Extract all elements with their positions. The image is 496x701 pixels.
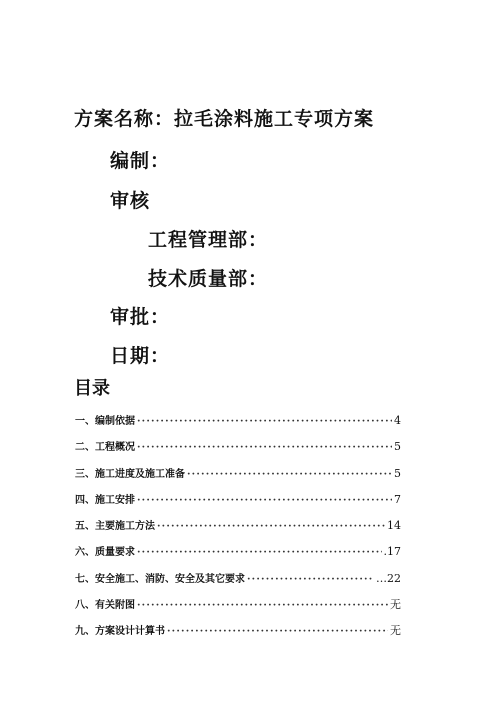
- approval-label: 审批：: [110, 306, 171, 328]
- toc-entry-page: 7: [394, 492, 401, 506]
- toc-entry[interactable]: [75, 622, 401, 648]
- toc-entry-title: 六、质量要求: [75, 547, 135, 559]
- toc-leader-dots: [137, 547, 382, 558]
- toc-entry[interactable]: [75, 465, 401, 491]
- toc-entry[interactable]: [75, 412, 401, 438]
- toc-leader-dots: [157, 521, 385, 532]
- toc-entry-page: 5: [394, 440, 401, 454]
- toc-entry-title: 七、安全施工、消防、安全及其它要求: [75, 573, 245, 585]
- toc-entry-page: 无: [390, 598, 401, 612]
- toc-entry[interactable]: [75, 438, 401, 464]
- toc-entry-title: 三、施工进度及施工准备: [75, 468, 185, 480]
- toc-leader-dots: [137, 600, 388, 611]
- toc-entry[interactable]: [75, 517, 401, 543]
- toc-entry-title: 八、有关附图: [75, 600, 135, 612]
- toc-entry-title: 四、施工安排: [75, 494, 135, 506]
- toc-entry[interactable]: [75, 543, 401, 569]
- engineering-dept-label: 工程管理部：: [148, 229, 269, 251]
- technical-quality-dept-label: 技术质量部：: [148, 268, 269, 290]
- toc-leader-dots: [137, 495, 392, 506]
- toc-entry[interactable]: [75, 570, 401, 596]
- review-label: 审核: [110, 190, 151, 212]
- toc-leader-dots: [247, 574, 374, 585]
- toc-leader-dots: [167, 626, 388, 637]
- toc-leader-dots: [187, 469, 392, 480]
- date-label: 日期：: [110, 345, 171, 367]
- toc-entry-page: 无: [390, 624, 401, 638]
- toc-entry[interactable]: [75, 596, 401, 622]
- toc-leader-dots: [137, 416, 392, 427]
- toc-entry-page: 4: [394, 414, 401, 427]
- toc-entry-title: 五、主要施工方法: [75, 521, 155, 533]
- toc-entry-title: 九、方案设计计算书: [75, 626, 165, 638]
- toc-entry-title: 二、工程概况: [75, 442, 135, 454]
- toc-entry[interactable]: [75, 491, 401, 517]
- toc-entry-page: 5: [394, 466, 401, 480]
- toc-entry-title: 一、编制依据: [75, 416, 135, 427]
- toc-entry-page: 14: [387, 519, 401, 533]
- toc-heading: 目录: [74, 378, 110, 399]
- toc-leader-dots: [137, 442, 392, 453]
- toc-entry-page: …22: [376, 571, 401, 585]
- toc-entry-page: .17: [383, 545, 401, 559]
- plan-title: 方案名称：拉毛涂料施工专项方案: [74, 108, 375, 130]
- compiled-by-label: 编制：: [110, 150, 171, 172]
- table-of-contents: [75, 412, 401, 649]
